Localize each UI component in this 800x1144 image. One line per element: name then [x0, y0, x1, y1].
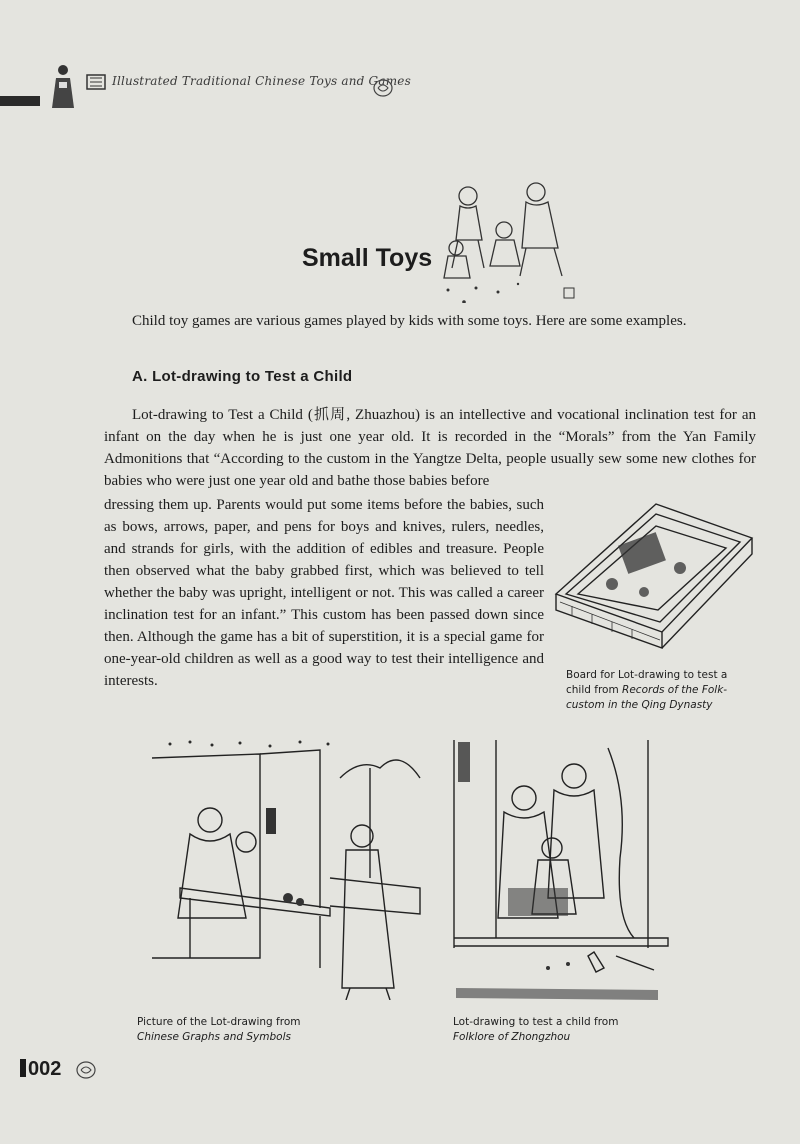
page-ornament-icon [75, 1060, 97, 1080]
family-lot-drawing-illustration [448, 738, 676, 1006]
body-paragraph-2: dressing them up. Parents would put some items before the babies, such as bows, arrows, paper, and pens for boys and knives, rulers, needles, and strands for girls, with the addition of edibles and treasure. People then observed what the baby grabbed first, which was believed to tell whether the baby was upright, intelligent or not. This was called a career inclination test for an infant.” This custom has been passed down since then. Although the game has a bit of superstition, it is a special game for one-year-old children as well as a good way to test their intelligence and interests. [104, 497, 544, 689]
board-caption-line2 [566, 683, 766, 698]
board-caption-line2-italic: Records of the Folk- [622, 684, 728, 696]
body-paragraph-1: Lot-drawing to Test a Child (抓周, Zhuazhou) is an intellective and vocational inclination test for an infant on the day when he is just one year old. It is recorded in the “Morals” from the Yan Family Admonitions that “According to the custom in the Yangtze Delta, people usually sew some new clothes for babies who were just one year old and bathe those babies before [104, 407, 756, 489]
page-title: Small Toys [302, 244, 433, 272]
board-caption-line1: Board for Lot-drawing to test a [566, 669, 728, 681]
left-caption-line2 [137, 1030, 397, 1045]
left-caption-line1: Picture of the Lot-drawing from [137, 1016, 301, 1028]
page-number [20, 1058, 61, 1081]
board-caption-line3-text: custom in the Qing Dynasty [566, 699, 713, 711]
lot-drawing-board-illustration [552, 498, 756, 650]
header-rule-bar [0, 96, 40, 106]
running-title: Illustrated Traditional Chinese Toys and Games [112, 74, 411, 88]
right-caption-line2 [453, 1030, 713, 1045]
header-figure-icon [48, 62, 78, 110]
intro-paragraph: Child toy games are various games played by kids with some toys. Here are some examples. [132, 313, 687, 329]
board-caption-line2-prefix: child from [566, 684, 623, 696]
lot-drawing-scene-illustration [150, 738, 430, 1000]
right-caption-line2-text: Folklore of Zhongzhou [453, 1031, 571, 1043]
header-ornament-icon [372, 78, 394, 98]
left-caption-line2-text: Chinese Graphs and Symbols [137, 1031, 291, 1043]
right-caption-line1: Lot-drawing to test a child from [453, 1016, 619, 1028]
board-caption [566, 668, 766, 713]
page-number-text: 002 [28, 1058, 62, 1080]
section-heading: A. Lot-drawing to Test a Child [132, 368, 353, 385]
right-figure-caption [453, 1015, 713, 1045]
board-caption-line3 [566, 698, 766, 713]
header-emblem-icon [86, 74, 106, 90]
page-number-bar [20, 1059, 26, 1077]
children-playing-illustration [438, 178, 578, 303]
left-figure-caption [137, 1015, 397, 1045]
